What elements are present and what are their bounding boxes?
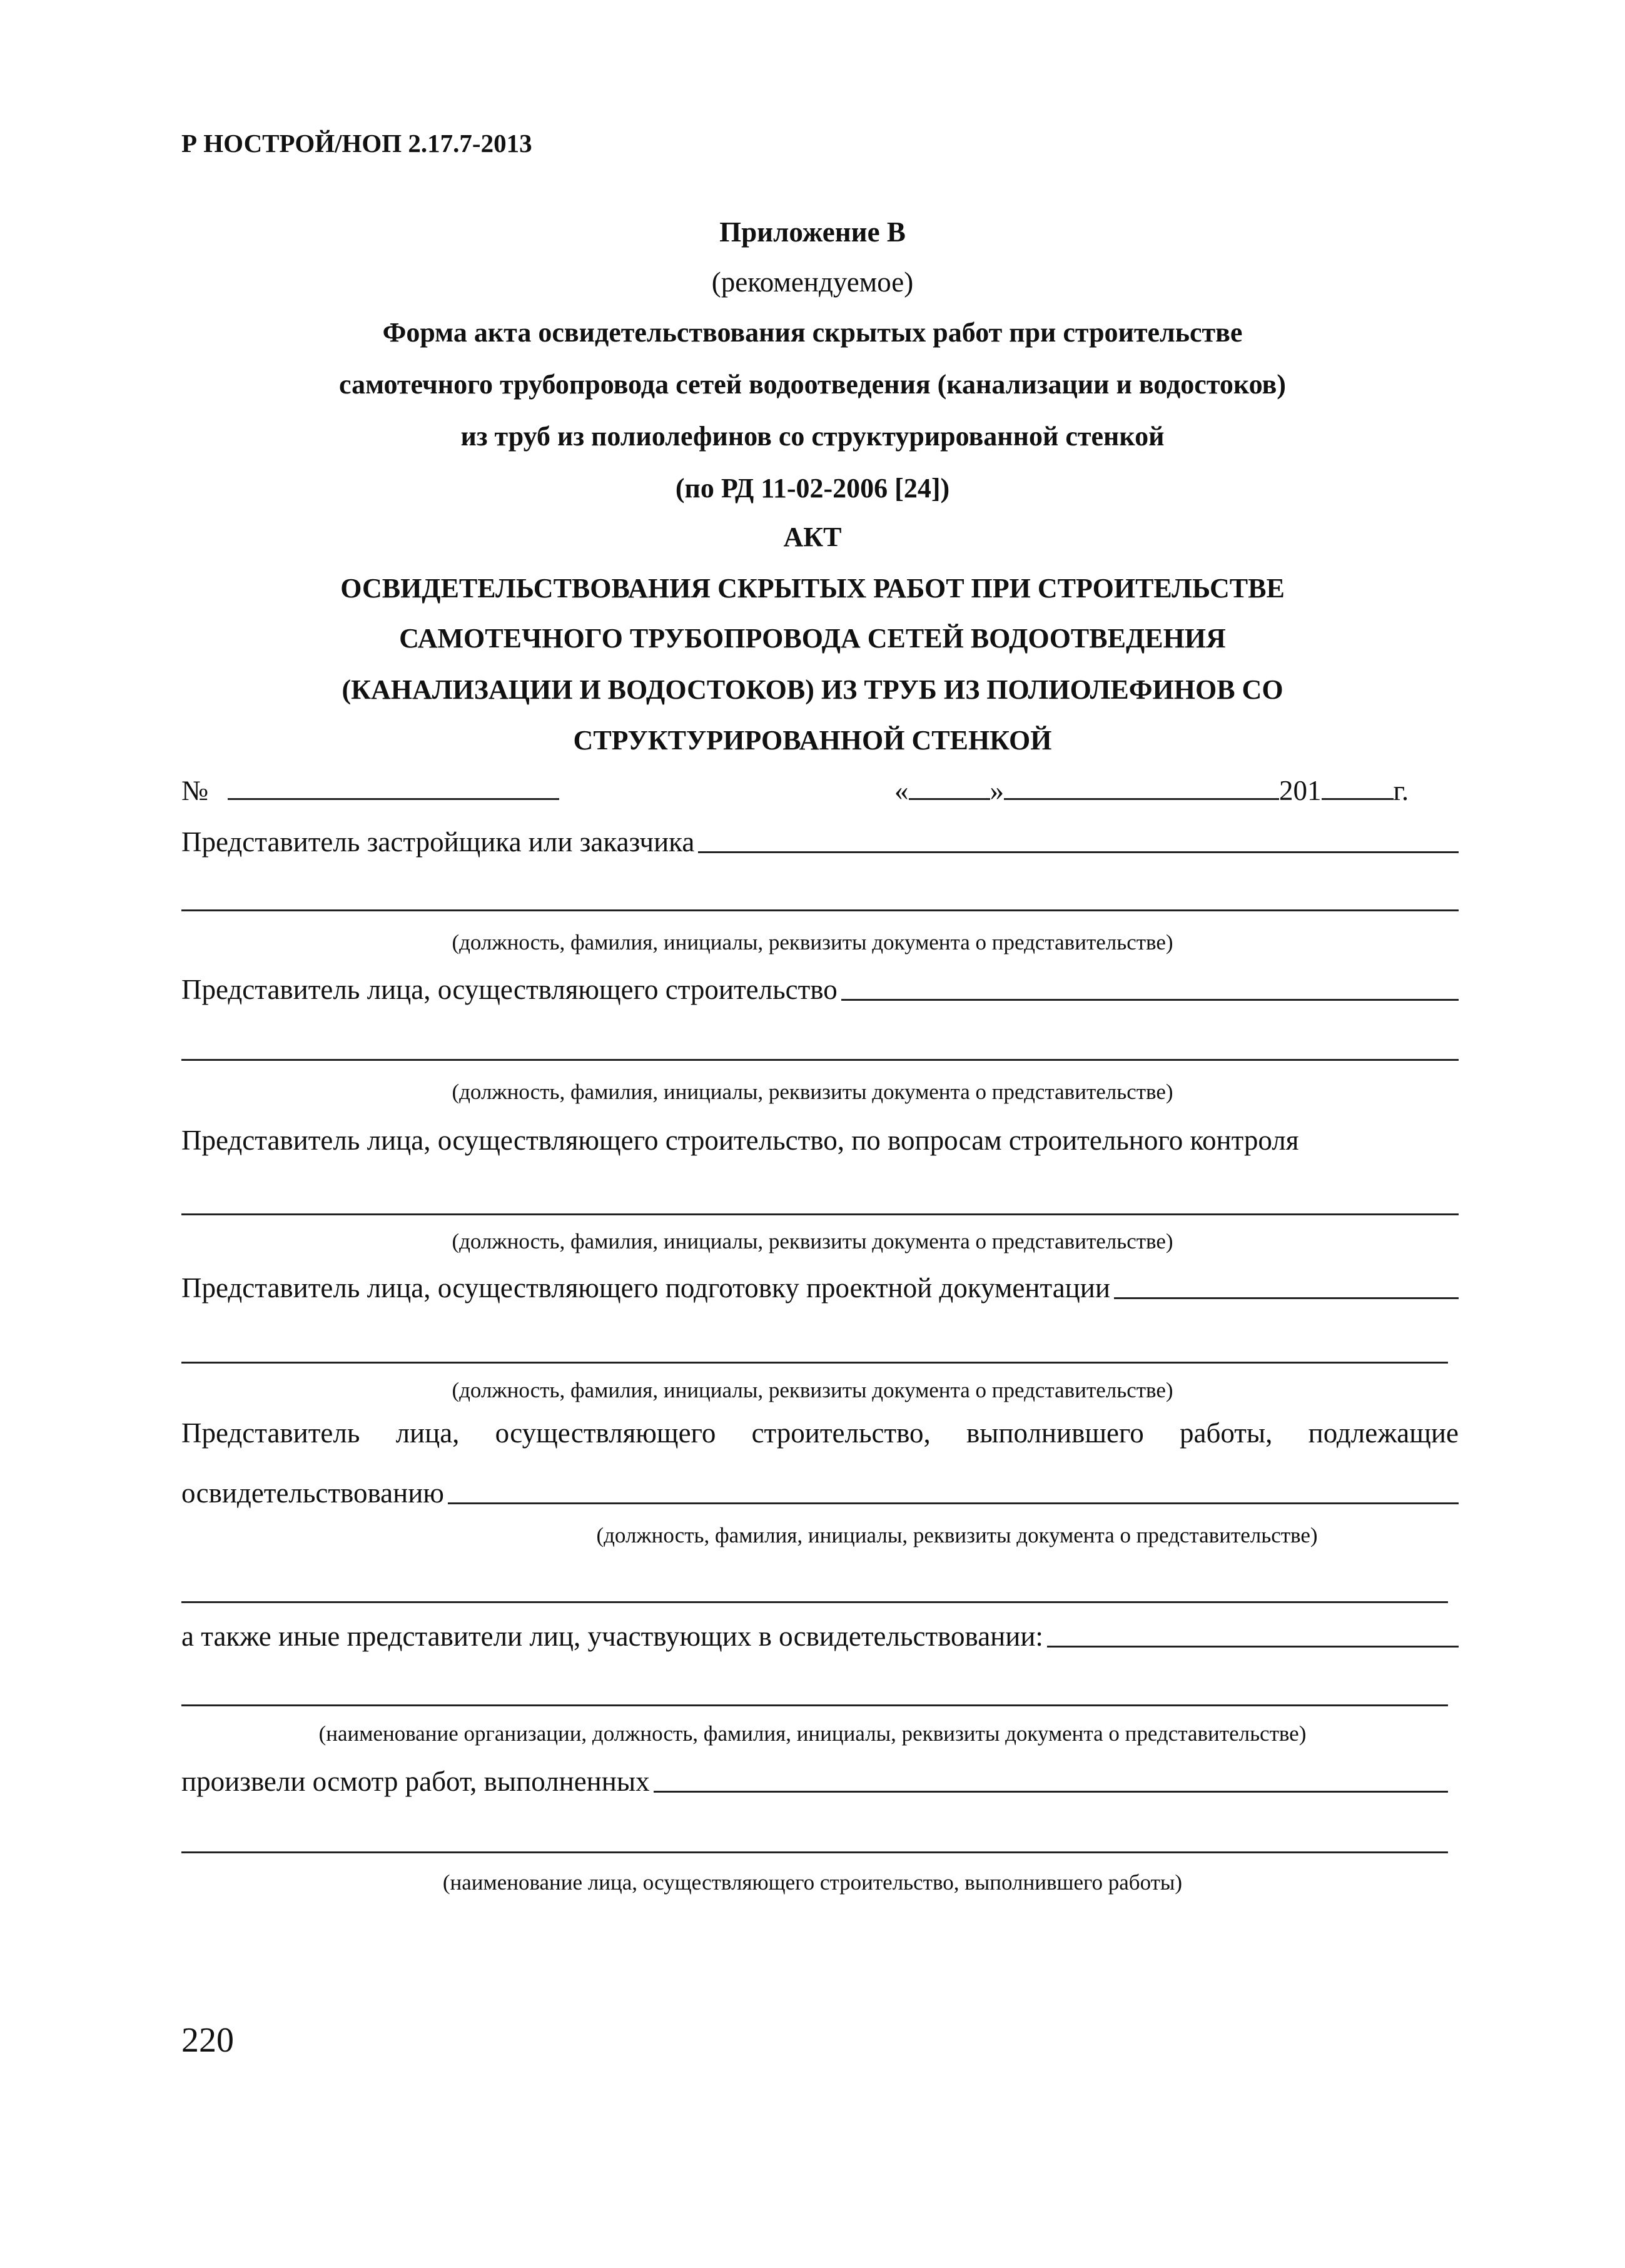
act-number-blank[interactable] — [228, 798, 559, 800]
date-month-blank[interactable] — [1004, 798, 1279, 800]
appendix-title: Приложение В — [719, 216, 906, 248]
design-rep-blank-2[interactable] — [181, 1362, 1448, 1364]
design-rep-label: Представитель лица, осуществляющего подготовку проектной документации — [181, 1272, 1110, 1304]
form-title-line-2: самотечного трубопровода сетей водоотведения (канализации и водостоков) — [339, 369, 1286, 400]
page-number: 220 — [181, 2021, 234, 2060]
other-reps-hint: (наименование организации, должность, фамилия, инициалы, реквизиты документа о представительстве) — [318, 1721, 1307, 1746]
builder-rep-blank[interactable] — [841, 999, 1459, 1001]
inspected-hint: (наименование лица, осуществляющего строительство, выполнившего работы) — [442, 1870, 1183, 1895]
performer-rep-label-line-1: Представитель лица, осуществляющего строительство, выполнившего работы, подлежащие — [181, 1417, 1459, 1449]
inspected-blank[interactable] — [654, 1791, 1448, 1793]
date-year-blank[interactable] — [1322, 798, 1394, 800]
date-year-prefix: 201 — [1279, 775, 1322, 806]
other-reps-label: а также иные представители лиц, участвующих в освидетельствовании: — [181, 1621, 1043, 1652]
inspected-field[interactable] — [181, 1760, 1448, 1798]
form-title-line-4: (по РД 11-02-2006 [24]) — [675, 473, 950, 504]
customer-rep-label: Представитель застройщика или заказчика — [181, 826, 695, 858]
design-rep-hint: (должность, фамилия, инициалы, реквизиты документа о представительстве) — [452, 1378, 1173, 1402]
form-title-line-3: из труб из полиолефинов со структурированной стенкой — [460, 421, 1165, 452]
other-reps-blank[interactable] — [1047, 1646, 1459, 1648]
design-rep-blank[interactable] — [1114, 1297, 1459, 1299]
builder-rep-field[interactable] — [181, 968, 1459, 1006]
act-subheading-line-3: (КАНАЛИЗАЦИИ И ВОДОСТОКОВ) ИЗ ТРУБ ИЗ ПОЛИОЛЕФИНОВ СО — [342, 674, 1283, 705]
act-subheading-line-2: САМОТЕЧНОГО ТРУБОПРОВОДА СЕТЕЙ ВОДООТВЕДЕНИЯ — [399, 623, 1226, 654]
act-subheading-line-1: ОСВИДЕТЕЛЬСТВОВАНИЯ СКРЫТЫХ РАБОТ ПРИ СТРОИТЕЛЬСТВЕ — [340, 573, 1285, 604]
control-rep-label: Представитель лица, осуществляющего строительство, по вопросам строительного контроля — [181, 1125, 1299, 1156]
act-subheading-line-4: СТРУКТУРИРОВАННОЙ СТЕНКОЙ — [573, 725, 1052, 756]
inspected-label: произвели осмотр работ, выполненных — [181, 1766, 650, 1797]
builder-rep-hint: (должность, фамилия, инициалы, реквизиты документа о представительстве) — [452, 1080, 1173, 1104]
builder-rep-blank-2[interactable] — [181, 1059, 1459, 1061]
act-date-field[interactable] — [894, 774, 1409, 807]
date-quote-close: » — [990, 775, 1004, 806]
customer-rep-blank-2[interactable] — [181, 909, 1459, 911]
customer-rep-hint: (должность, фамилия, инициалы, реквизиты документа о представительстве) — [452, 930, 1173, 954]
inspected-blank-2[interactable] — [181, 1851, 1448, 1853]
performer-rep-hint: (должность, фамилия, инициалы, реквизиты документа о представительстве) — [596, 1523, 1318, 1547]
performer-rep-blank[interactable] — [448, 1502, 1459, 1504]
customer-rep-field[interactable] — [181, 821, 1459, 858]
form-title-line-1: Форма акта освидетельствования скрытых работ при строительстве — [382, 317, 1243, 348]
performer-rep-blank-2[interactable] — [181, 1601, 1448, 1603]
control-rep-hint: (должность, фамилия, инициалы, реквизиты документа о представительстве) — [452, 1229, 1173, 1253]
act-number-field[interactable] — [181, 774, 559, 807]
performer-rep-field[interactable] — [181, 1472, 1459, 1509]
act-heading: АКТ — [783, 522, 842, 552]
document-code: Р НОСТРОЙ/НОП 2.17.7-2013 — [181, 129, 532, 158]
other-reps-field[interactable] — [181, 1615, 1459, 1653]
design-rep-field[interactable] — [181, 1267, 1459, 1304]
date-day-blank[interactable] — [909, 798, 990, 800]
control-rep-blank[interactable] — [181, 1213, 1459, 1215]
number-sign: № — [181, 775, 208, 806]
appendix-status: (рекомендуемое) — [711, 266, 914, 298]
customer-rep-blank[interactable] — [698, 851, 1459, 853]
performer-rep-label-line-2: освидетельствованию — [181, 1477, 444, 1509]
other-reps-blank-2[interactable] — [181, 1704, 1448, 1706]
builder-rep-label: Представитель лица, осуществляющего строительство — [181, 974, 838, 1005]
date-year-suffix: г. — [1393, 775, 1409, 806]
date-quote-open: « — [894, 775, 909, 806]
